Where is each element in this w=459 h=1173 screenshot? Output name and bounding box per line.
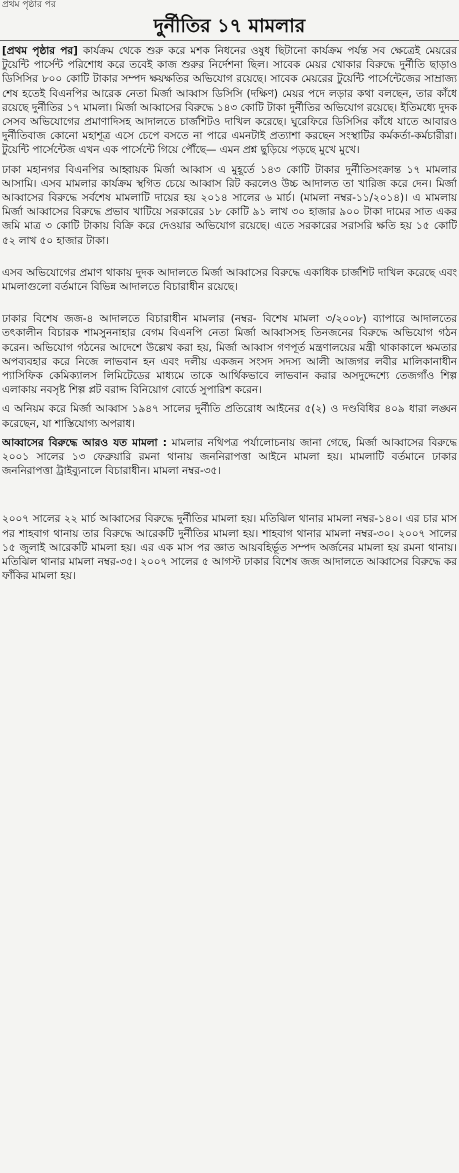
subheading-more-cases: আব্বাসের বিরুদ্ধে আরও যত মামলা : <box>2 436 167 449</box>
continuation-marker: [প্রথম পৃষ্ঠার পর] <box>2 45 78 57</box>
paragraph-7-text: ২০০৭ সালের ২২ মার্চ আব্বাসের বিরুদ্ধে দুর্নীতির মামলা হয়। মতিঝিল থানার মামলা নম্বর-১৪০। এর চার মাস পর শাহবাগ থানায় তার বিরুদ্ধে আরেকটি দুর্নীতির মামলা হয়। শাহবাগ থানার মামলা নম্বর-৩০। ২০০৭ সালের ১৫ জুলাই আরেকটি মামলা হয়। এর এক মাস পর জ্ঞাত আয়বহির্ভূত সম্পদ অর্জনের মামলা হয় রমনা থানায়। মতিঝিল থানার মামলা নম্বর-৩৫। ২০০৭ সালের ৫ আগস্ট ঢাকার বিশেষ জজ আদালতে আব্বাসের বিরুদ্ধে কর ফাঁকির মামলা হয়। <box>2 513 457 583</box>
paragraph-1 <box>2 44 457 158</box>
paragraph-2 <box>2 163 457 248</box>
paragraph-2-text: ঢাকা মহানগর বিএনপির আহ্বায়ক মির্জা আব্বাস এ মুহূর্তে ১৪৩ কোটি টাকার দুর্নীতিসংক্রান্ত ১৭ মামলার আসামি। এসব মামলার কার্যক্রম স্থগিত চেয়ে আব্বাস রিট করলেও উচ্চ আদালত তা খারিজ করে দেন। মির্জা আব্বাসের বিরুদ্ধে সর্বশেষ মামলাটি দায়ের হয় ২০১৪ সালের ৬ মার্চ। (মামলা নম্বর-১১/২০১৪)। এ মামলায় মির্জা আব্বাসের বিরুদ্ধে প্রভাব খাটিয়ে সরকারের ১৮ কোটি ৯১ লাখ ৩০ হাজার ৯০০ টাকা দামের সাত একর জমি মাত্র ৩ কোটি টাকায় বিক্রি করে দেওয়ার অভিযোগ রয়েছে। এতে সরকারের সরাসরি ক্ষতি হয় ১৫ কোটি ৫২ লাখ ৫০ হাজার টাকা। <box>2 163 457 247</box>
article-body <box>2 44 457 1171</box>
headline-divider <box>0 40 459 41</box>
paragraph-5 <box>2 402 457 430</box>
paragraph-7 <box>2 512 457 583</box>
paragraph-6-text: মামলার নথিপত্র পর্যালোচনায় জানা গেছে, মির্জা আব্বাসের বিরুদ্ধে ২০০১ সালের ১৩ ফেব্রুয়ারি রমনা থানায় জননিরাপত্তা আইনে মামলা হয়। মামলাটি বর্তমানে ঢাকার জননিরাপত্তা ট্রাইব্যুনালে বিচারাধীন। মামলা নম্বর-৩৫। <box>2 436 457 478</box>
paragraph-5-text: এ অনিয়ম করে মির্জা আব্বাস ১৯৪৭ সালের দুর্নীতি প্রতিরোধ আইনের ৫(২) ও দণ্ডবিধির ৪০৯ ধারা লঙ্ঘন করেছেন, যা শাস্তিযোগ্য অপরাধ। <box>2 403 457 430</box>
paragraph-6 <box>2 436 457 479</box>
paragraph-3-text: এসব অভিযোগের প্রমাণ থাকায় দুদক আদালতে মির্জা আব্বাসের বিরুদ্ধে একাধিক চার্জশিট দাখিল করেছে এবং মামলাগুলো বর্তমানে বিভিন্ন আদালতে বিচারাধীন রয়েছে। <box>2 266 457 294</box>
paragraph-3 <box>2 266 457 294</box>
paragraph-4 <box>2 312 457 397</box>
paragraph-1-text: কার্যক্রম থেকে শুরু করে মশক নিধনের ওষুধ ছিটানো কার্যক্রম পর্যন্ত সব ক্ষেত্রেই মেয়রের টুয়েন্টি পার্সেন্ট পরিশোধ করে তবেই কাজ শুরুর নির্দেশনা ছিল। সাবেক মেয়র খোকার বিরুদ্ধে দুর্নীতি ছাড়াও ডিসিসির ৮০০ কোটি টাকার সম্পদ ক্ষয়ক্ষতির অভিযোগ রয়েছে। সাবেক মেয়রের টুয়েন্টি পার্সেন্টেজের সাম্রাজ্য শেষ হতেই বিএনপির আরেক নেতা মির্জা আব্বাস ডিসিসি (দক্ষিণ) মেয়র পদে লড়ার কথা বলছেন, তার কাঁধে রয়েছে দুর্নীতির ১৭ মামলা। মির্জা আব্বাসের বিরুদ্ধে ১৪৩ কোটি টাকা দুর্নীতির অভিযোগ রয়েছে। ইতিমধ্যে দুদক সেসব অভিযোগের প্রমাণাদিসহ আদালতে চার্জশিটও দাখিল করেছে। ঘুরেফিরে ডিসিসির কাঁধে যাতে আবারও দুর্নীতিবাজ কোনো মহাশূত্র এসে চেপে বসতে না পারে এমনটাই প্রত্যাশা করছেন সংস্থাটির কর্মকর্তা-কর্মচারীরা। টুয়েন্টি পার্সেন্টেজ এখন এক পার্সেন্টে গিয়ে পৌঁছে— এমন প্রশ্ন ছুড়িয়ে পড়ছে মুখে মুখে। <box>2 45 457 157</box>
paragraph-4-text: ঢাকার বিশেষ জজ-৪ আদালতে বিচারাধীন মামলার (নম্বর- বিশেষ মামলা ৩/২০০৮) ব্যাপারে আদালতের তৎকালীন বিচারক শামসুননাহার বেগম বিএনপি নেতা মির্জা আব্বাসসহ তিনজনের বিরুদ্ধে অভিযোগ গঠন করেন। অভিযোগ গঠনের আদেশে উল্লেখ করা হয়, মির্জা আব্বাস গণপূর্ত মন্ত্রণালয়ের মন্ত্রী থাকাকালে ক্ষমতার অপব্যবহার করে নিজে লাভবান হন এবং দলীয় একজন সংসদ সদস্য আলী আজগর লবীর মালিকানাধীন প্যাসিফিক কেমিক্যালস লিমিটেডের মাধ্যমে তাকে আর্থিকভাবে লাভবান করার অসদুদ্দেশ্যে তেজগাঁও শিল্প এলাকায় নবসৃষ্ট শিল্প প্লট বরাদ্দ বিনিয়োগ বোর্ডে সুপারিশ করেন। <box>2 313 457 397</box>
previous-article-cut-line: প্রথম পৃষ্ঠার পর <box>2 0 56 10</box>
article-headline: দুর্নীতির ১৭ মামলার <box>153 15 306 37</box>
